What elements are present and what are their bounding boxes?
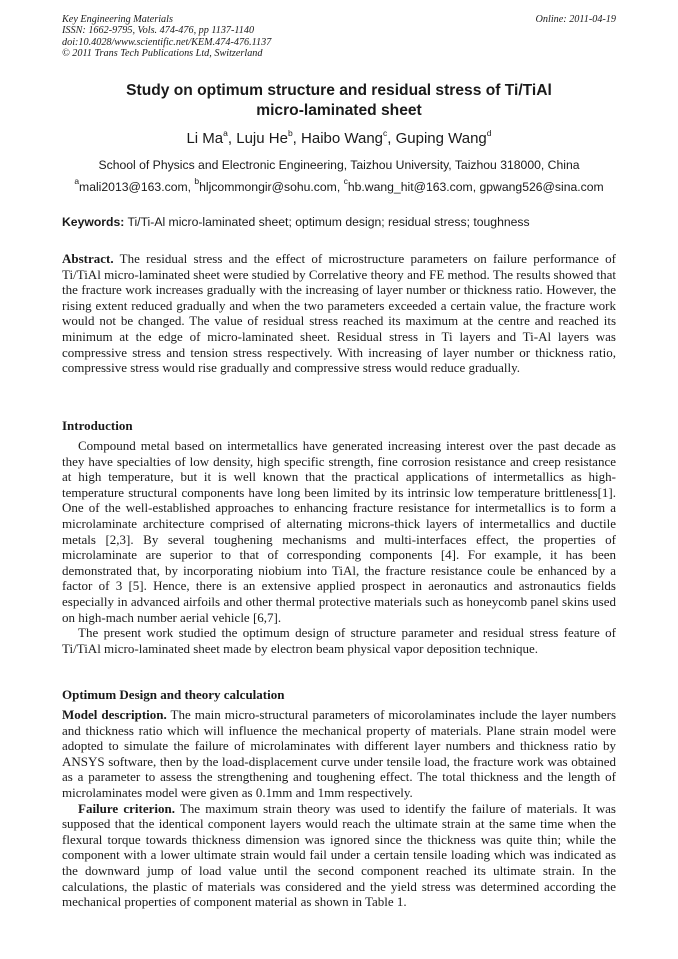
author: Haibo Wang$^c$,: [301, 128, 396, 147]
journal-header: [62, 14, 616, 59]
intro-paragraph-2: The present work studied the optimum design of structure parameter and residual stress feature of Ti/TiAl micro-laminated sheet made by electron beam physical vapor deposition technique.: [62, 625, 616, 656]
keywords-label: Keywords:: [62, 215, 125, 229]
affiliation: School of Physics and Electronic Engineering, Taizhou University, Taizhou 318000, China: [98, 158, 580, 172]
paper-title: [62, 81, 616, 121]
section-heading-introduction: Introduction: [62, 418, 133, 433]
failure-criterion-label: Failure criterion.: [78, 800, 175, 816]
author: Luju He$^b$,: [236, 128, 302, 147]
keywords: [62, 215, 616, 230]
title-line-1: Study on optimum structure and residual stress of Ti/TiAl: [126, 82, 552, 99]
abstract: [62, 251, 616, 376]
email-link[interactable]: $^c$hb.wang_hit@163.com: [343, 176, 473, 194]
model-description-paragraph: [62, 707, 616, 801]
email-link[interactable]: $^b$hljcommongir@sohu.com: [194, 176, 337, 194]
failure-criterion-text: The maximum strain theory was used to identify the failure of materials. It was supposed that the identical component layers would reach the ultimate strain at the same time when the flexural torque towards thickness dimension was ignored since the thickness was quite thin; while the component with a lower ultimate strain would fail under a certain tensile loading which was indicated as the downward jump of load value until the second component reached its ultimate strain. In the calculations, the plastic of materials was considered and the yield stress was determined according the mechanical properties of component material as shown in Table 1.: [62, 800, 616, 910]
section-heading-optimum-design: Optimum Design and theory calculation: [62, 687, 285, 702]
model-description-text: The main micro-structural parameters of micorolaminates include the layer numbers and thickness ratio which will influence the mechanical property of materials. Plane strain model were adopted to simulate the failure of microlaminates with different layer numbers and thickness ratio by ANSYS software, then by the load-displacement curve under tensile load, the fracture work was obtained as a parameter to assess the strengthening and toughening effect. The total thickness and the length of microlaminates model were given as 0.1mm and 1mm respectively.: [62, 707, 616, 800]
doi-line: doi:10.4028/www.scientific.net/KEM.474-476.1137: [62, 36, 272, 48]
email-link[interactable]: gpwang526@sina.com: [479, 180, 604, 194]
abstract-text: The residual stress and the effect of microstructure parameters on failure performance of Ti/TiAl micro-laminated sheet were studied by Correlative theory and FE method. The results showed that the fracture work increases gradually with the increasing of layer number or thickness ratio. However, the rising extent reduced gradually and when the two parameters exceeded a certain value, the fracture work would not be changed. The value of residual stress reached its maximum at the centre and reached its minimum at the edge of micro-laminated sheet. Residual stress in Ti layers and Ti-Al layers was compressive stress and tension stress respectively. With increasing of layer number or thickness ratio, compressive stress would rise gradually and compressive stress would reduce gradually.: [62, 251, 616, 376]
email-link[interactable]: $^a$mali2013@163.com: [74, 176, 188, 194]
online-date: Online: 2011-04-19: [535, 14, 616, 25]
keywords-text: Ti/Ti-Al micro-laminated sheet; optimum design; residual stress; toughness: [127, 215, 530, 229]
author-list: [62, 130, 616, 148]
failure-criterion-paragraph: [62, 801, 616, 910]
copyright-line: © 2011 Trans Tech Publications Ltd, Switzerland: [62, 47, 263, 59]
author: Guping Wang$^d$: [395, 128, 492, 147]
issn-line: ISSN: 1662-9795, Vols. 474-476, pp 1137-1140: [62, 25, 255, 37]
author: Li Ma$^a$,: [186, 128, 237, 147]
abstract-label: Abstract.: [62, 251, 114, 266]
title-line-2: micro-laminated sheet: [256, 102, 422, 119]
introduction-body: [62, 438, 616, 656]
model-description-label: Model description.: [62, 707, 167, 722]
intro-paragraph-1: Compound metal based on intermetallics have generated increasing interest over the past decade as they have specialties of low density, high specific strength, fine corrosion resistance and creep resistance at high temperature, but it is well known that the practical applications of intermetallics as high-temperature structural components have long been limited by its intrinsic low temperature brittleness[1]. One of the well-established approaches to enhancing fracture resistance for intermetallics is to form a microlaminate architecture comprised of alternating microns-thick layers of intermetallics and ductile metals [2,3]. By several toughening mechanisms and multi-interfaces effect, the properties of microlaminate are superior to that of corresponding components [4]. For example, it has been demonstrated that, by incorporating niobium into TiAl, the fracture resistance coule be enhanced by a factor of 3 [5]. Hence, there is an extensive applied prospect in aeronautics and astronautics fields especially in advanced airfoils and other thermal protective materials such as honeycomb panel skins used on high-mach number aerial vehicle [6,7].: [62, 438, 616, 625]
optimum-design-body: [62, 707, 616, 910]
journal-name: Key Engineering Materials: [62, 14, 173, 25]
author-emails: $^a$mali2013@163.com, $^b$hljcommongir@sohu.com, $^c$hb.wang_hit@163.com, gpwang526@sina.com: [74, 176, 604, 194]
